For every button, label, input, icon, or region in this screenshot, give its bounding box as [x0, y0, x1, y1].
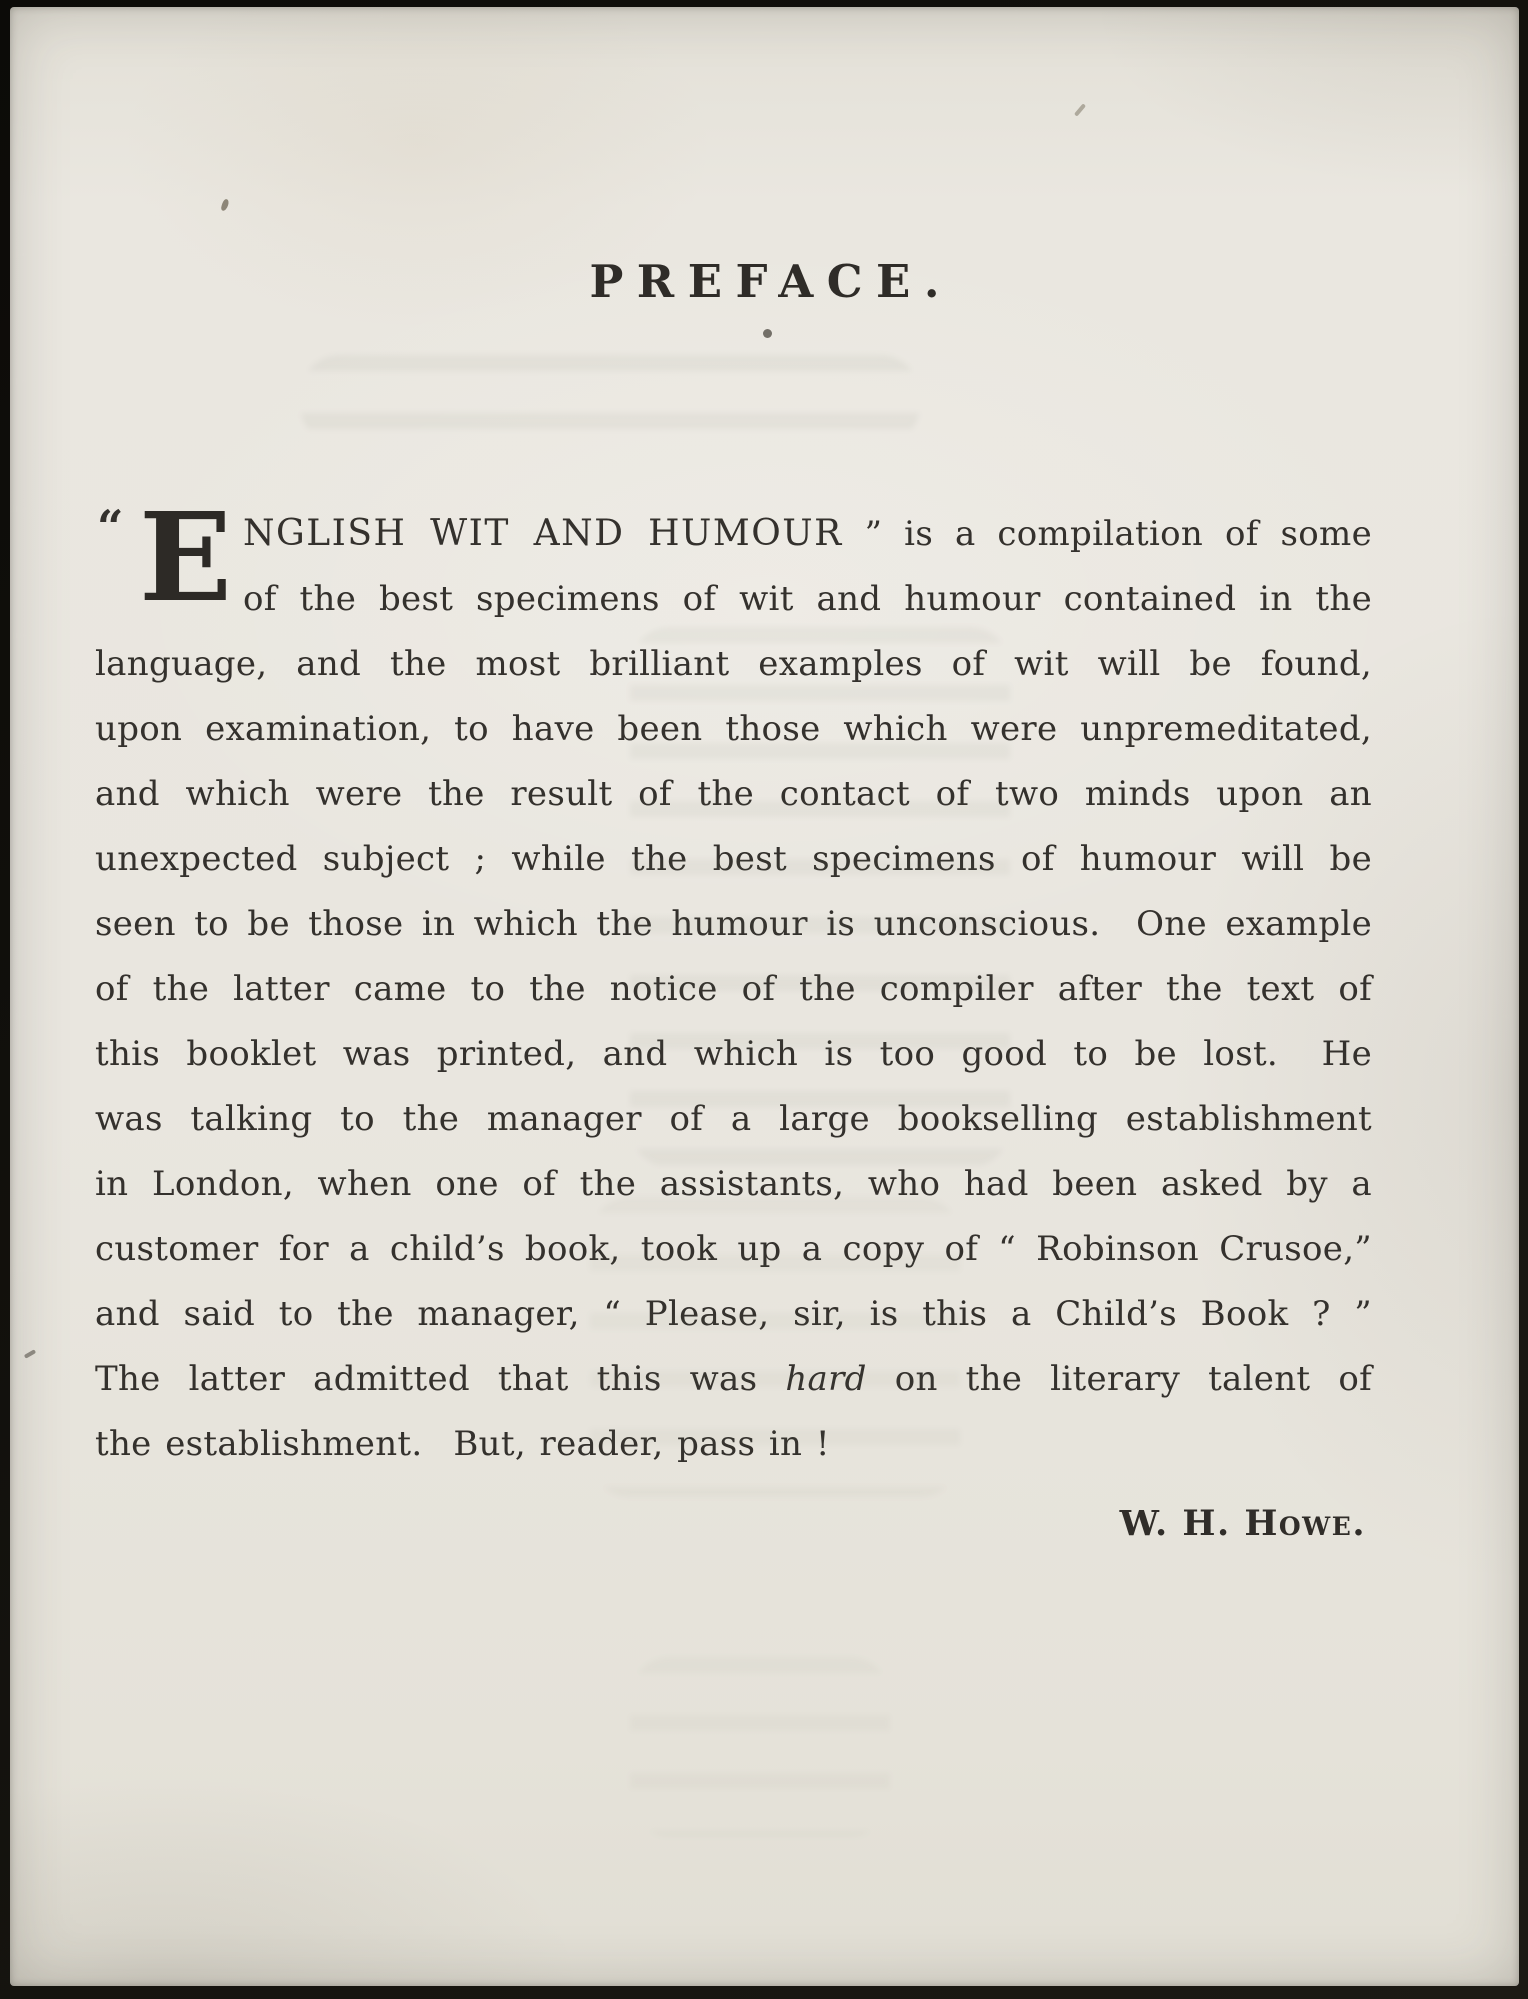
text-line: unexpected subject ; while the best specimens of humour will be	[95, 839, 1372, 879]
text-line: of the latter came to the notice of the compiler after the text of	[95, 969, 1372, 1009]
title-caps-run: NGLISH WIT AND HUMOUR	[243, 513, 843, 554]
text-line: and which were the result of the contact of two minds upon an	[95, 774, 1372, 814]
paragraph-opening	[95, 485, 1372, 632]
text-line-last: the establishment. But, reader, pass in !	[95, 1424, 830, 1464]
bleed-through-smudge	[300, 355, 920, 445]
text-line: upon examination, to have been those which were unpremeditated,	[95, 709, 1372, 749]
drop-cap-letter: E	[139, 485, 233, 629]
opening-lines-column	[243, 501, 1372, 632]
ink-speck	[24, 1349, 36, 1358]
page-title: PREFACE.	[589, 255, 954, 308]
text-line: The latter admitted that this was hard on the literary talent of	[95, 1359, 1372, 1399]
book-page	[10, 7, 1519, 1986]
text-line: language, and the most brilliant examples of wit will be found,	[95, 644, 1372, 684]
text-line: customer for a child’s book, took up a copy of “ Robinson Crusoe,”	[95, 1229, 1372, 1269]
dropcap-cell	[95, 485, 243, 632]
ink-speck	[220, 198, 229, 211]
text-line	[243, 501, 1372, 567]
preface-paragraph	[95, 485, 1372, 1477]
first-line-rest: ” is a compilation of some	[864, 514, 1372, 554]
text-line: of the best specimens of wit and humour contained in the	[243, 579, 1372, 619]
text-line: was talking to the manager of a large bookselling establishment	[95, 1099, 1372, 1139]
paragraph-lines	[95, 632, 1372, 1412]
text-line: in London, when one of the assistants, who had been asked by a	[95, 1164, 1372, 1204]
bleed-through-smudge	[630, 1657, 890, 1837]
ink-speck	[1074, 103, 1086, 116]
text-line: this booklet was printed, and which is too good to be lost. He	[95, 1034, 1372, 1074]
ink-speck	[763, 329, 772, 338]
opening-quote-mark: “	[97, 500, 122, 554]
author-signature: W. H. Howe.	[1119, 1503, 1366, 1544]
text-line: and said to the manager, “ Please, sir, is this a Child’s Book ? ”	[95, 1294, 1372, 1334]
text-line: seen to be those in which the humour is unconscious. One example	[95, 904, 1372, 944]
